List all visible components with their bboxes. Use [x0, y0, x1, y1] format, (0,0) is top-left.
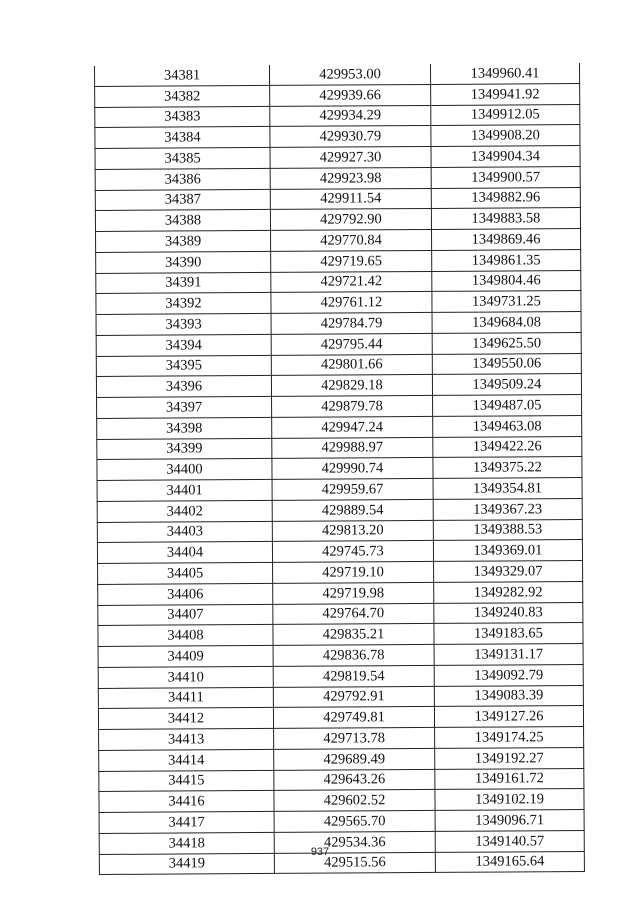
x-coordinate-cell: 429719.65	[271, 250, 432, 272]
table-row	[98, 623, 583, 647]
point-id-cell: 34399	[97, 438, 272, 460]
x-coordinate-cell: 429934.29	[270, 105, 431, 127]
y-coordinate-cell: 1349684.08	[432, 312, 581, 334]
point-id-cell: 34415	[99, 770, 274, 792]
table-row	[96, 249, 581, 273]
y-coordinate-cell: 1349131.17	[434, 644, 583, 666]
point-id-cell: 34397	[97, 396, 272, 418]
table-row	[95, 166, 580, 190]
table-row	[99, 789, 584, 813]
point-id-cell: 34406	[98, 583, 273, 605]
x-coordinate-cell: 429602.52	[274, 790, 435, 812]
table-row	[95, 187, 580, 211]
x-coordinate-cell: 429784.79	[271, 312, 432, 334]
y-coordinate-cell: 1349096.71	[435, 810, 584, 832]
table-row	[95, 208, 580, 232]
x-coordinate-cell: 429764.70	[273, 603, 434, 625]
table-row	[94, 63, 579, 86]
x-coordinate-cell: 429721.42	[271, 271, 432, 293]
point-id-cell: 34402	[97, 500, 272, 522]
table-row	[97, 478, 582, 502]
x-coordinate-cell: 429988.97	[272, 437, 433, 459]
point-id-cell: 34418	[99, 832, 274, 854]
y-coordinate-cell: 1349161.72	[435, 768, 584, 790]
y-coordinate-cell: 1349882.96	[431, 187, 580, 209]
point-id-cell: 34401	[97, 479, 272, 501]
point-id-cell: 34386	[95, 168, 270, 190]
point-id-cell: 34398	[97, 417, 272, 439]
point-id-cell: 34385	[95, 147, 270, 169]
y-coordinate-cell: 1349509.24	[432, 374, 581, 396]
table-row	[96, 353, 581, 377]
y-coordinate-cell: 1349960.41	[430, 63, 579, 84]
point-id-cell: 34393	[96, 313, 271, 335]
page-number: 937	[310, 846, 330, 858]
y-coordinate-cell: 1349083.39	[434, 685, 583, 707]
table-row	[96, 270, 581, 294]
y-coordinate-cell: 1349174.25	[435, 727, 584, 749]
table-row	[96, 332, 581, 356]
table-body	[94, 63, 584, 875]
table-row	[96, 291, 581, 315]
point-id-cell: 34417	[99, 811, 274, 833]
y-coordinate-cell: 1349282.92	[434, 581, 583, 603]
point-id-cell: 34413	[99, 728, 274, 750]
y-coordinate-cell: 1349375.22	[433, 457, 582, 479]
y-coordinate-cell: 1349487.05	[433, 395, 582, 417]
point-id-cell: 34409	[98, 645, 273, 667]
point-id-cell: 34392	[96, 293, 271, 315]
y-coordinate-cell: 1349367.23	[433, 498, 582, 520]
point-id-cell: 34414	[99, 749, 274, 771]
y-coordinate-cell: 1349550.06	[432, 353, 581, 375]
table-row	[99, 810, 584, 834]
y-coordinate-cell: 1349869.46	[432, 229, 581, 251]
table-row	[97, 540, 582, 564]
x-coordinate-cell: 429749.81	[273, 707, 434, 729]
x-coordinate-cell: 429792.90	[270, 209, 431, 231]
table-row	[98, 602, 583, 626]
point-id-cell: 34404	[97, 542, 272, 564]
x-coordinate-cell: 429835.21	[273, 624, 434, 646]
y-coordinate-cell: 1349140.57	[435, 830, 584, 852]
table-row	[97, 519, 582, 543]
x-coordinate-cell: 429923.98	[270, 167, 431, 189]
y-coordinate-cell: 1349883.58	[431, 208, 580, 230]
point-id-cell: 34405	[98, 562, 273, 584]
y-coordinate-cell: 1349625.50	[432, 332, 581, 354]
y-coordinate-cell: 1349904.34	[431, 146, 580, 168]
y-coordinate-cell: 1349329.07	[434, 561, 583, 583]
x-coordinate-cell: 429959.67	[272, 478, 433, 500]
x-coordinate-cell: 429836.78	[273, 644, 434, 666]
y-coordinate-cell: 1349192.27	[435, 747, 584, 769]
point-id-cell: 34395	[96, 355, 271, 377]
x-coordinate-cell: 429792.91	[273, 686, 434, 708]
table-row	[98, 581, 583, 605]
table-row	[95, 83, 580, 107]
table-row	[97, 415, 582, 439]
point-id-cell: 34384	[95, 127, 270, 149]
point-id-cell: 34412	[98, 708, 273, 730]
y-coordinate-cell: 1349240.83	[434, 602, 583, 624]
table-row	[98, 561, 583, 585]
x-coordinate-cell: 429565.70	[274, 810, 435, 832]
x-coordinate-cell: 429515.56	[274, 852, 435, 874]
x-coordinate-cell: 429879.78	[272, 395, 433, 417]
y-coordinate-cell: 1349804.46	[432, 270, 581, 292]
x-coordinate-cell: 429689.49	[274, 748, 435, 770]
table-row	[96, 229, 581, 253]
x-coordinate-cell: 429770.84	[271, 229, 432, 251]
point-id-cell: 34382	[95, 85, 270, 107]
x-coordinate-cell: 429829.18	[271, 375, 432, 397]
x-coordinate-cell: 429990.74	[272, 458, 433, 480]
table-row	[97, 436, 582, 460]
x-coordinate-cell: 429713.78	[274, 727, 435, 749]
table-row	[95, 104, 580, 128]
point-id-cell: 34387	[95, 189, 270, 211]
y-coordinate-cell: 1349127.26	[434, 706, 583, 728]
x-coordinate-cell: 429953.00	[269, 64, 430, 85]
x-coordinate-cell: 429930.79	[270, 126, 431, 148]
x-coordinate-cell: 429534.36	[274, 831, 435, 853]
table-row	[98, 706, 583, 730]
x-coordinate-cell: 429819.54	[273, 665, 434, 687]
y-coordinate-cell: 1349354.81	[433, 478, 582, 500]
y-coordinate-cell: 1349369.01	[433, 540, 582, 562]
point-id-cell: 34408	[98, 625, 273, 647]
point-id-cell: 34416	[99, 791, 274, 813]
y-coordinate-cell: 1349422.26	[433, 436, 582, 458]
table-row	[99, 768, 584, 792]
x-coordinate-cell: 429643.26	[274, 769, 435, 791]
point-id-cell: 34410	[98, 666, 273, 688]
point-id-cell: 34407	[98, 604, 273, 626]
table-row	[97, 457, 582, 481]
point-id-cell: 34388	[95, 210, 270, 232]
point-id-cell: 34381	[94, 65, 269, 86]
point-id-cell: 34419	[99, 853, 274, 875]
coordinate-table	[94, 63, 585, 875]
table-row	[97, 498, 582, 522]
x-coordinate-cell: 429719.98	[273, 582, 434, 604]
x-coordinate-cell: 429801.66	[271, 354, 432, 376]
x-coordinate-cell: 429927.30	[270, 146, 431, 168]
y-coordinate-cell: 1349861.35	[432, 249, 581, 271]
point-id-cell: 34389	[96, 230, 271, 252]
table-row	[99, 747, 584, 771]
table-row	[97, 395, 582, 419]
point-id-cell: 34383	[95, 106, 270, 128]
point-id-cell: 34396	[96, 376, 271, 398]
table-row	[96, 312, 581, 336]
x-coordinate-cell: 429939.66	[270, 84, 431, 106]
x-coordinate-cell: 429745.73	[272, 541, 433, 563]
x-coordinate-cell: 429947.24	[272, 416, 433, 438]
x-coordinate-cell: 429911.54	[270, 188, 431, 210]
y-coordinate-cell: 1349912.05	[431, 104, 580, 126]
y-coordinate-cell: 1349388.53	[433, 519, 582, 541]
y-coordinate-cell: 1349165.64	[435, 851, 584, 873]
table-row	[95, 125, 580, 149]
point-id-cell: 34411	[98, 687, 273, 709]
y-coordinate-cell: 1349941.92	[431, 83, 580, 105]
coordinate-table-container	[94, 63, 581, 875]
y-coordinate-cell: 1349900.57	[431, 166, 580, 188]
point-id-cell: 34400	[97, 459, 272, 481]
table-row	[98, 664, 583, 688]
table-row	[95, 146, 580, 170]
table-row	[96, 374, 581, 398]
point-id-cell: 34390	[96, 251, 271, 273]
y-coordinate-cell: 1349463.08	[433, 415, 582, 437]
y-coordinate-cell: 1349092.79	[434, 664, 583, 686]
x-coordinate-cell: 429889.54	[272, 499, 433, 521]
table-row	[99, 727, 584, 751]
point-id-cell: 34391	[96, 272, 271, 294]
x-coordinate-cell: 429795.44	[271, 333, 432, 355]
y-coordinate-cell: 1349102.19	[435, 789, 584, 811]
x-coordinate-cell: 429813.20	[272, 520, 433, 542]
y-coordinate-cell: 1349183.65	[434, 623, 583, 645]
point-id-cell: 34394	[96, 334, 271, 356]
x-coordinate-cell: 429761.12	[271, 292, 432, 314]
table-row	[98, 644, 583, 668]
table-row	[98, 685, 583, 709]
y-coordinate-cell: 1349908.20	[431, 125, 580, 147]
point-id-cell: 34403	[97, 521, 272, 543]
y-coordinate-cell: 1349731.25	[432, 291, 581, 313]
x-coordinate-cell: 429719.10	[273, 561, 434, 583]
